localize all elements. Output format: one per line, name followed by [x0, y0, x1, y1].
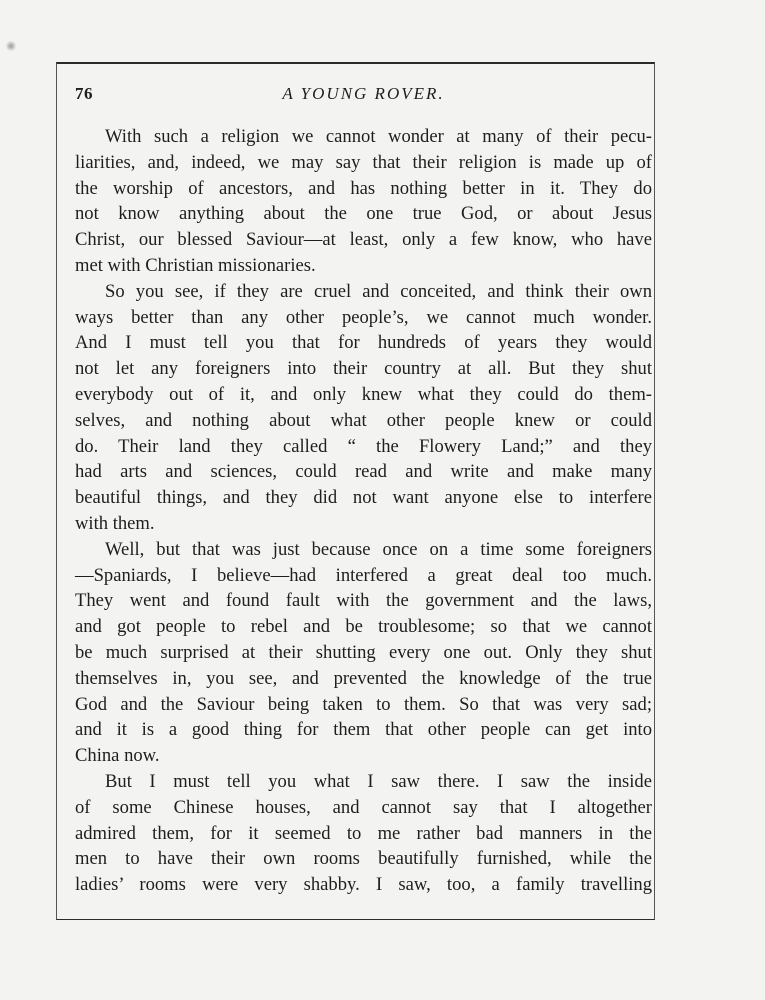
text-line: everybody out of it, and only knew what they could do them- [75, 383, 652, 405]
text-line: But I must tell you what I saw there. I saw the inside [105, 770, 652, 792]
text-line: selves, and nothing about what other people knew or could [75, 409, 652, 431]
text-line: God and the Saviour being taken to them. So that was very sad; [75, 693, 652, 715]
text-line: ladies’ rooms were very shabby. I saw, too, a family travelling [75, 874, 652, 896]
text-line: —Spaniards, I believe—had interfered a great deal too much. [75, 564, 652, 586]
text-line: China now. [75, 745, 160, 767]
text-line: of some Chinese houses, and cannot say that I altogether [75, 796, 652, 818]
text-line: liarities, and, indeed, we may say that their religion is made up of [75, 151, 652, 173]
text-line: not let any foreigners into their country at all. But they shut [75, 358, 652, 380]
text-line: not know anything about the one true God, or about Jesus [75, 203, 652, 225]
text-line: do. Their land they called “ the Flowery Land;” and they [75, 435, 652, 457]
page-number: 76 [75, 84, 93, 103]
text-line: And I must tell you that for hundreds of years they would [75, 332, 652, 354]
text-line: They went and found fault with the government and the laws, [75, 590, 652, 612]
text-line: admired them, for it seemed to me rather bad manners in the [75, 822, 652, 844]
page-header [75, 84, 652, 110]
text-line: Christ, our blessed Saviour—at least, only a few know, who have [75, 229, 652, 251]
text-line: and got people to rebel and be troublesome; so that we cannot [75, 616, 652, 638]
text-line: the worship of ancestors, and has nothing better in it. They do [75, 177, 652, 199]
running-title: A YOUNG ROVER. [282, 84, 445, 103]
text-line: with them. [75, 512, 155, 534]
text-line: beautiful things, and they did not want anyone else to interfere [75, 487, 652, 509]
text-line: men to have their own rooms beautifully furnished, while the [75, 848, 652, 870]
text-line: themselves in, you see, and prevented the knowledge of the true [75, 667, 652, 689]
text-line: be much surprised at their shutting every one out. Only they shut [75, 641, 652, 663]
paper-speck [6, 40, 16, 52]
text-line: and it is a good thing for them that other people can get into [75, 719, 652, 741]
text-line: met with Christian missionaries. [75, 254, 316, 276]
body-text [75, 124, 652, 898]
text-line: With such a religion we cannot wonder at many of their pecu- [105, 126, 652, 147]
text-line: Well, but that was just because once on a time some foreigners [105, 538, 652, 560]
text-line: had arts and sciences, could read and write and make many [75, 461, 652, 483]
text-line: So you see, if they are cruel and conceited, and think their own [105, 280, 652, 302]
text-line: ways better than any other people’s, we cannot much wonder. [75, 306, 652, 328]
